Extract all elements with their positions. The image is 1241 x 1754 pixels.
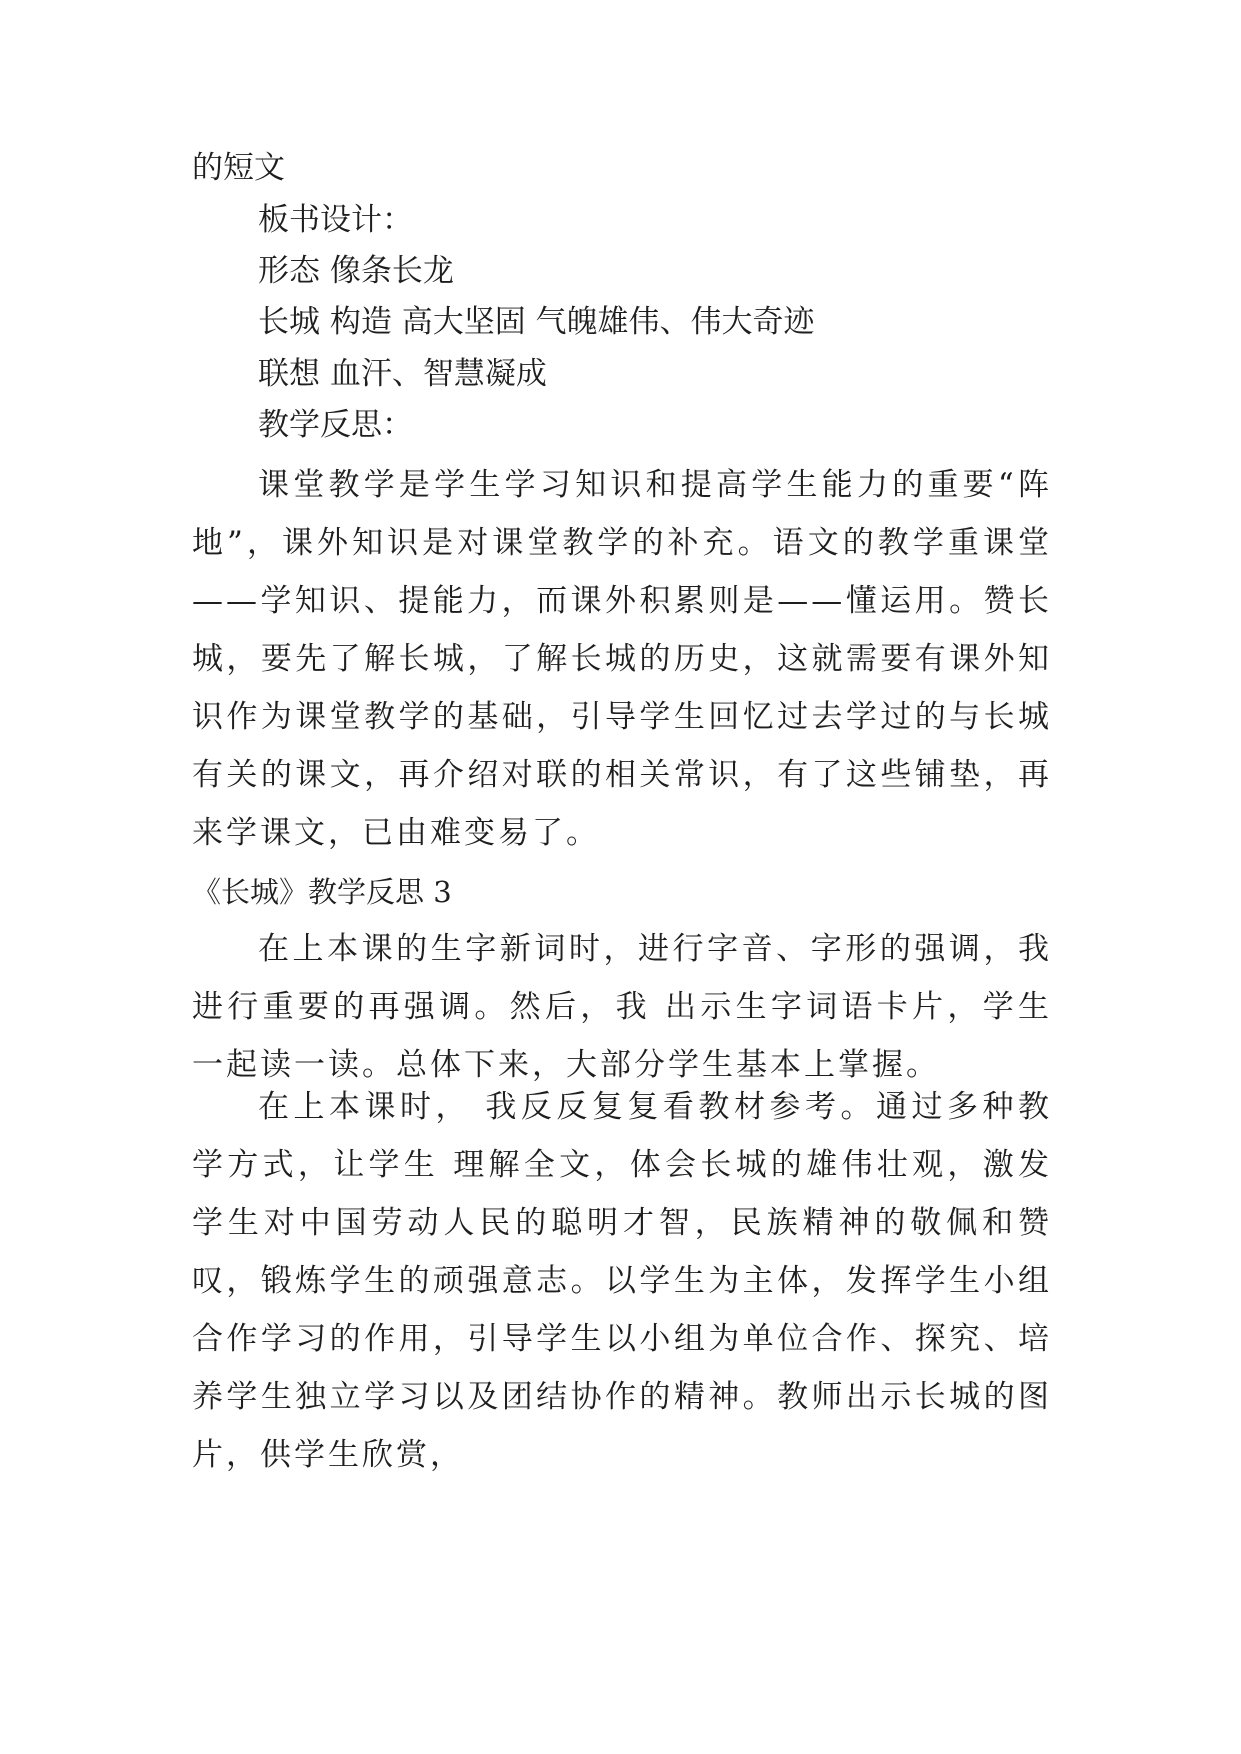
board-design-row: 联想 血汗、智慧凝成 <box>258 356 547 392</box>
board-design-label: 板书设计： <box>258 202 413 238</box>
continuation-text: 的短文 <box>192 150 285 186</box>
section-paragraph: 在上本课的生字新词时，进行字音、字形的强调，我进行重要的再强调。然后，我 出示生字词语卡片，学生一起读一读。总体下来，大部分学生基本上掌握。 <box>192 931 1052 1083</box>
section-paragraph: 在上本课时， 我反反复复看教材参考。通过多种教学方式，让学生 理解全文，体会长城的雄伟壮观，激发学生对中国劳动人民的聪明才智，民族精神的敬佩和赞叹，锻炼学生的顽强意志。以学生为主体，发挥学生小组合作学习的作用，引导学生以小组为单位合作、探究、培养学生独立学习以及团结协作的精神。教师出示长城的图片，供学生欣赏， <box>192 1089 1052 1473</box>
board-design-row: 长城 构造 高大坚固 气魄雄伟、伟大奇迹 <box>258 304 815 340</box>
section-title: 《长城》教学反思 3 <box>192 875 452 909</box>
board-design-row: 形态 像条长龙 <box>258 253 454 289</box>
reflection-label: 教学反思： <box>258 407 413 443</box>
reflection-paragraph: 课堂教学是学生学习知识和提高学生能力的重要“阵地”，课外知识是对课堂教学的补充。语文的教学重课堂——学知识、提能力，而课外积累则是——懂运用。赞长城，要先了解长城，了解长城的历史，这就需要有课外知识作为课堂教学的基础，引导学生回忆过去学过的与长城有关的课文，再介绍对联的相关常识，有了这些铺垫，再来学课文，已由难变易了。 <box>192 467 1052 851</box>
